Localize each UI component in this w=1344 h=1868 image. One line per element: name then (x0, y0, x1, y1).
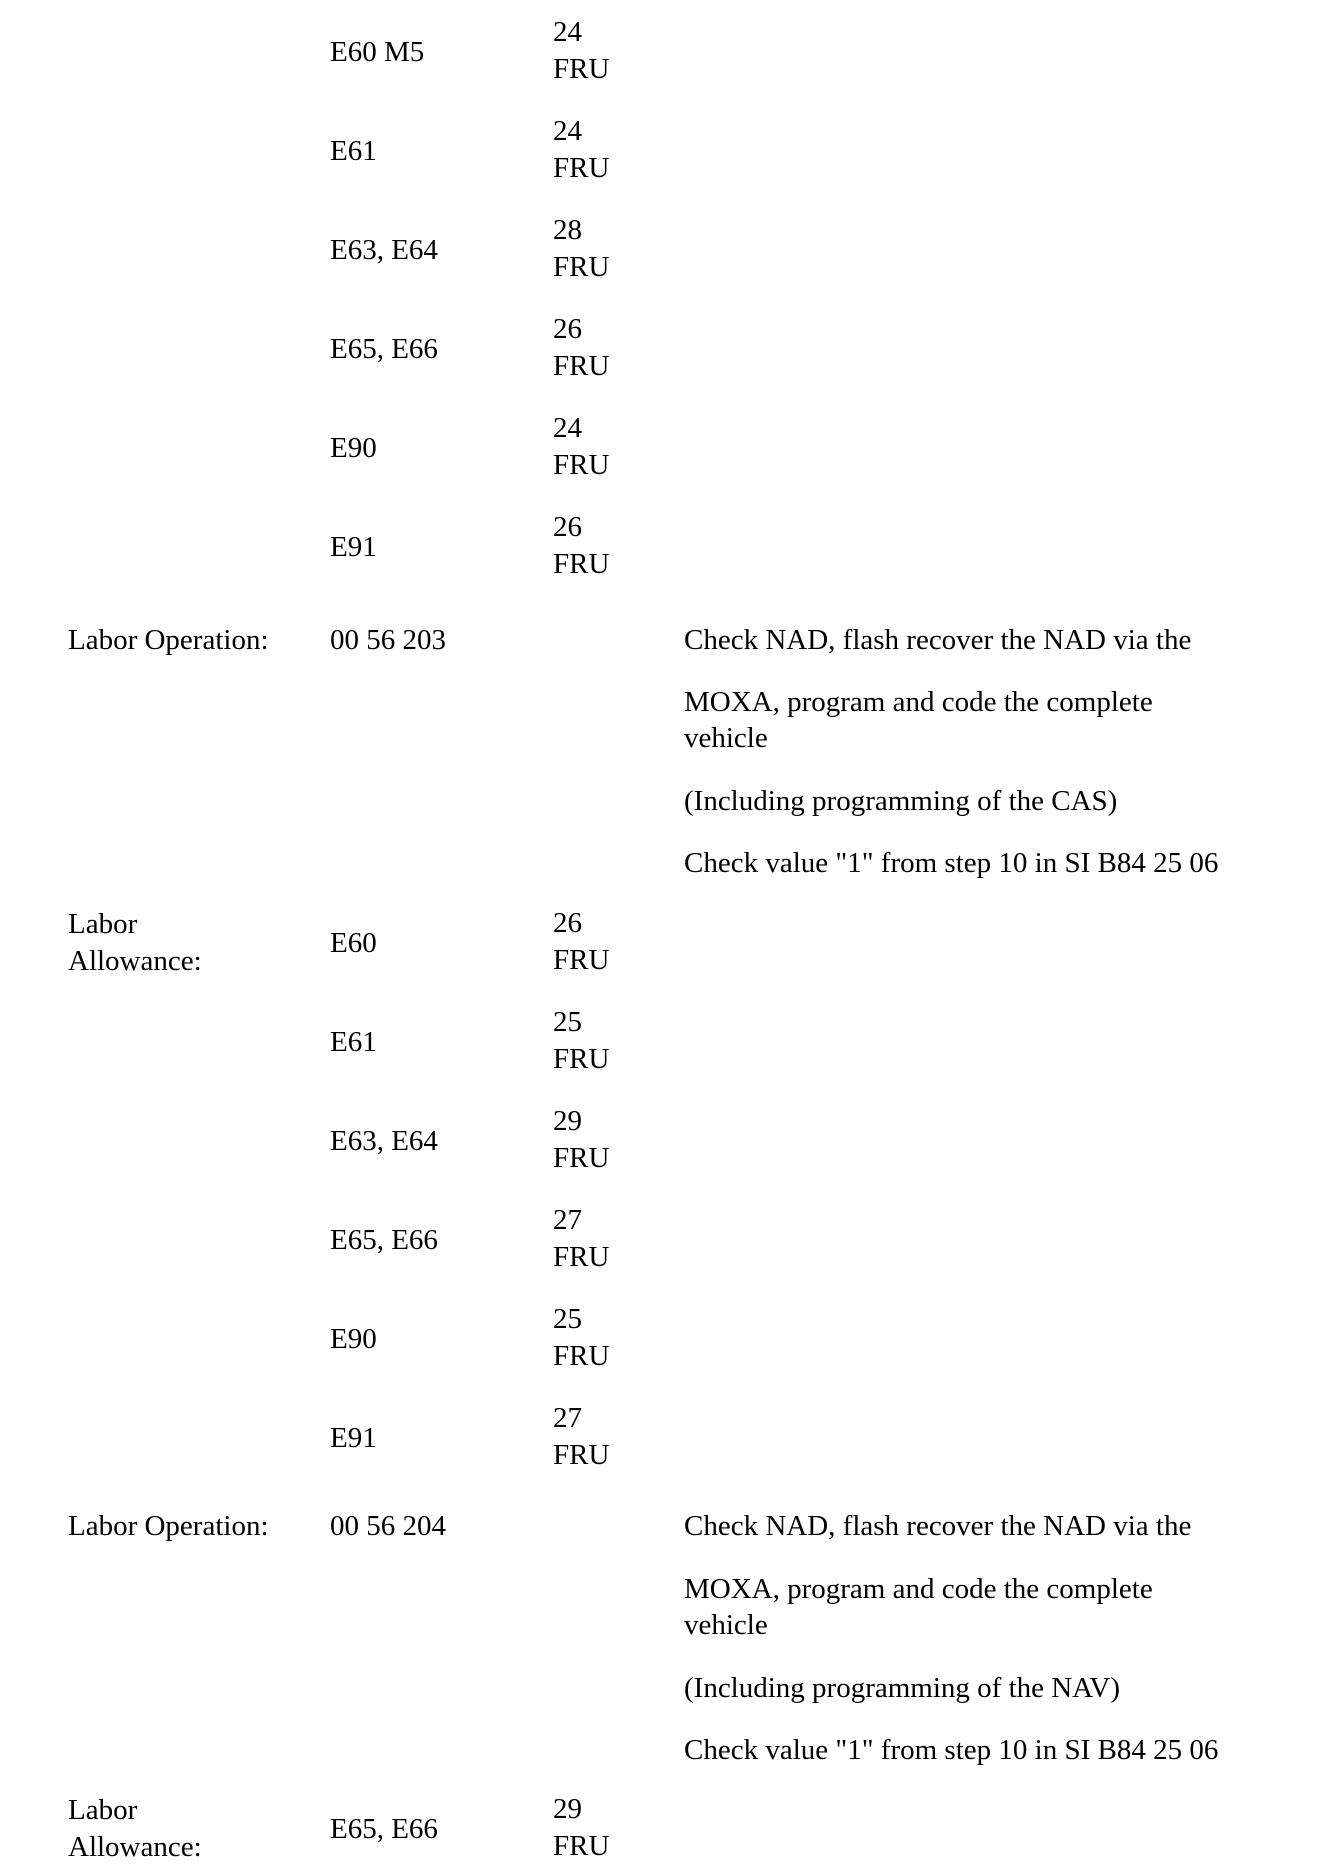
fru-value: 24 FRU (553, 412, 610, 481)
operation-description-line: Check NAD, flash recover the NAD via the (684, 1510, 1192, 1542)
fru-value: 26 FRU (553, 313, 610, 382)
fru-value: 27 FRU (553, 1402, 610, 1471)
model-label: E65, E66 (330, 1224, 438, 1256)
fru-value: 26 FRU (553, 907, 610, 976)
model-label: E90 (330, 1323, 377, 1355)
model-label: E65, E66 (330, 1813, 438, 1845)
model-label: E65, E66 (330, 333, 438, 365)
fru-value: 26 FRU (553, 511, 610, 580)
fru-value: 29 FRU (553, 1793, 610, 1862)
model-label: E91 (330, 1422, 377, 1454)
operation-description-line: (Including programming of the NAV) (684, 1672, 1120, 1704)
labor-operation-label: Labor Operation: (68, 1510, 269, 1542)
model-label: E63, E64 (330, 234, 438, 266)
operation-description-line: vehicle (684, 722, 768, 754)
fru-value: 25 FRU (553, 1006, 610, 1075)
fru-value: 27 FRU (553, 1204, 610, 1273)
fru-value: 28 FRU (553, 214, 610, 283)
model-label: E61 (330, 135, 377, 167)
operation-description-line: Check value "1" from step 10 in SI B84 25 06 (684, 847, 1219, 879)
labor-allowance-label: Labor (68, 1794, 138, 1826)
model-label: E60 M5 (330, 36, 425, 68)
model-label: E61 (330, 1026, 377, 1058)
labor-allowance-label: Labor (68, 908, 138, 940)
operation-description-line: MOXA, program and code the complete (684, 1573, 1153, 1605)
fru-value: 24 FRU (553, 115, 610, 184)
model-label: E63, E64 (330, 1125, 438, 1157)
labor-operation-label: Labor Operation: (68, 624, 269, 656)
model-label: E60 (330, 927, 377, 959)
model-label: E90 (330, 432, 377, 464)
operation-description-line: vehicle (684, 1609, 768, 1641)
operation-description-line: (Including programming of the CAS) (684, 785, 1118, 817)
fru-value: 25 FRU (553, 1303, 610, 1372)
fru-value: 29 FRU (553, 1105, 610, 1174)
fru-value: 24 FRU (553, 16, 610, 85)
model-label: E91 (330, 531, 377, 563)
labor-operation-code: 00 56 204 (330, 1510, 446, 1542)
operation-description-line: Check value "1" from step 10 in SI B84 25 06 (684, 1734, 1219, 1766)
labor-allowance-label: Allowance: (68, 945, 202, 977)
operation-description-line: MOXA, program and code the complete (684, 686, 1153, 718)
operation-description-line: Check NAD, flash recover the NAD via the (684, 624, 1192, 656)
labor-operation-code: 00 56 203 (330, 624, 446, 656)
labor-allowance-label: Allowance: (68, 1831, 202, 1863)
